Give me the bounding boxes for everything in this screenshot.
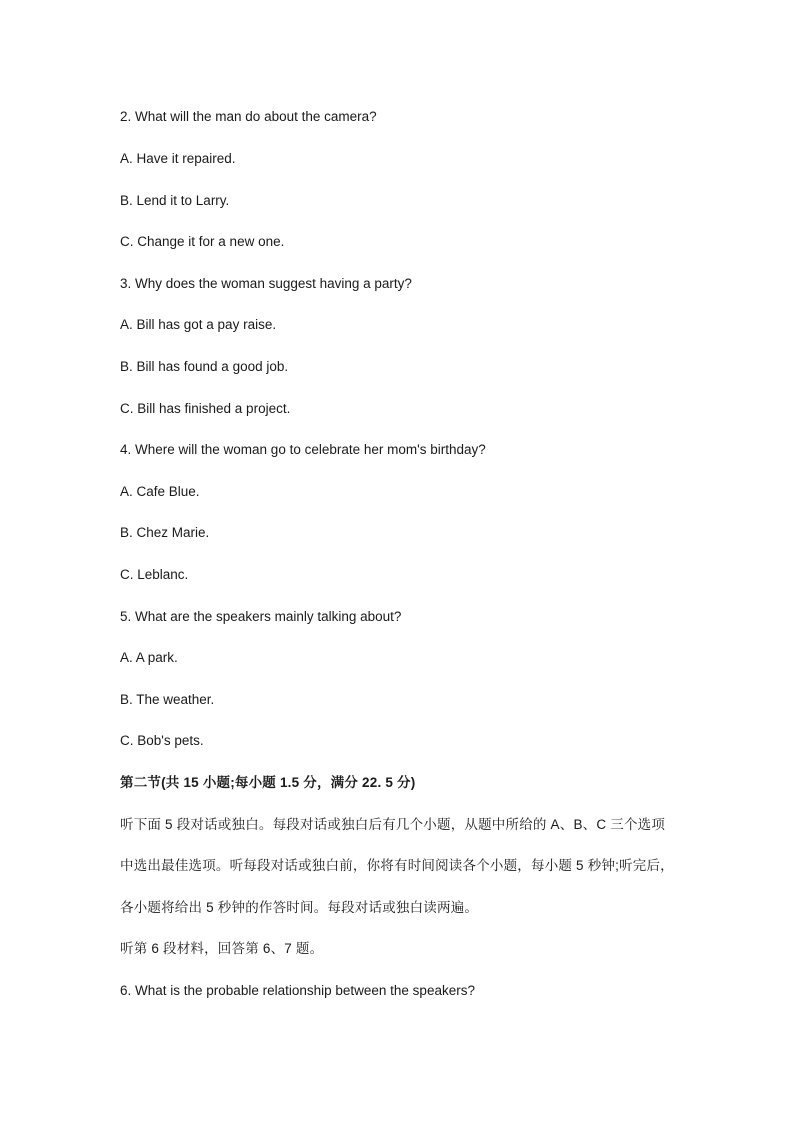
- question-3-option-b: B. Bill has found a good job.: [120, 359, 289, 374]
- question-2-option-a: A. Have it repaired.: [120, 151, 236, 166]
- section-2-heading: 第二节(共 15 小题;每小题 1.5 分，满分 22. 5 分): [120, 775, 416, 790]
- question-5-option-b: B. The weather.: [120, 692, 215, 707]
- instructions-line-2: 中选出最佳选项。听每段对话或独白前，你将有时间阅读各个小题，每小题 5 秒钟;听完后，: [120, 858, 674, 873]
- question-3-option-a: A. Bill has got a pay raise.: [120, 317, 277, 332]
- instructions-line-1: 听下面 5 段对话或独白。每段对话或独白后有几个小题，从题中所给的 A、B、C 三个选项: [120, 817, 666, 832]
- question-4-option-b: B. Chez Marie.: [120, 525, 210, 540]
- question-3-stem: 3. Why does the woman suggest having a party?: [120, 276, 412, 291]
- material-note: 听第 6 段材料，回答第 6、7 题。: [120, 941, 324, 956]
- question-2-option-c: C. Change it for a new one.: [120, 234, 285, 249]
- question-2-stem: 2. What will the man do about the camera?: [120, 109, 377, 124]
- question-5-option-c: C. Bob's pets.: [120, 733, 204, 748]
- question-2-option-b: B. Lend it to Larry.: [120, 193, 230, 208]
- question-4-stem: 4. Where will the woman go to celebrate her mom's birthday?: [120, 442, 486, 457]
- question-3-option-c: C. Bill has finished a project.: [120, 401, 291, 416]
- question-6-stem: 6. What is the probable relationship between the speakers?: [120, 983, 475, 998]
- question-4-option-a: A. Cafe Blue.: [120, 484, 200, 499]
- question-5-stem: 5. What are the speakers mainly talking about?: [120, 609, 402, 624]
- question-5-option-a: A. A park.: [120, 650, 178, 665]
- instructions-line-3: 各小题将给出 5 秒钟的作答时间。每段对话或独白读两遍。: [120, 900, 479, 915]
- question-4-option-c: C. Leblanc.: [120, 567, 189, 582]
